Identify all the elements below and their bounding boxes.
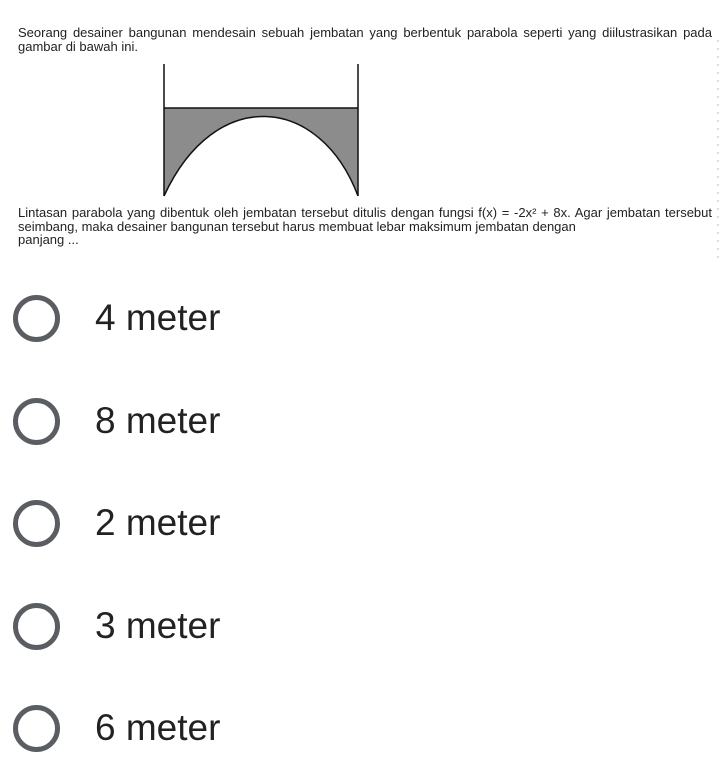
- radio-button[interactable]: [13, 500, 60, 547]
- option-label: 2 meter: [95, 502, 221, 543]
- option-2[interactable]: [0, 371, 719, 471]
- question-body-text: [18, 206, 712, 247]
- question-intro-text: Seorang desainer bangunan mendesain sebuah jembatan yang berbentuk parabola seperti yang diilustrasikan pada gambar di bawah ini.: [18, 25, 712, 54]
- option-label: 4 meter: [95, 297, 221, 338]
- scroll-edge-marks: [711, 40, 719, 260]
- radio-button[interactable]: [13, 603, 60, 650]
- option-5[interactable]: [0, 678, 719, 778]
- radio-button[interactable]: [13, 295, 60, 342]
- radio-button[interactable]: [13, 398, 60, 445]
- option-4[interactable]: [0, 576, 719, 676]
- option-3[interactable]: [0, 473, 719, 573]
- question-body-line: Lintasan parabola yang dibentuk oleh jembatan tersebut ditulis dengan fungsi f(x) = -2x² + 8x. Agar jembatan tersebut seimbang, maka desainer bangunan tersebut harus membuat lebar maksimum jembatan dengan: [18, 205, 712, 234]
- option-label: 6 meter: [95, 707, 221, 748]
- option-1[interactable]: [0, 268, 719, 368]
- shaded-region: [164, 108, 358, 196]
- question-body-ending: panjang ...: [18, 232, 79, 247]
- question-block: [0, 0, 719, 262]
- option-label: 3 meter: [95, 605, 221, 646]
- radio-button[interactable]: [13, 705, 60, 752]
- option-label: 8 meter: [95, 400, 221, 441]
